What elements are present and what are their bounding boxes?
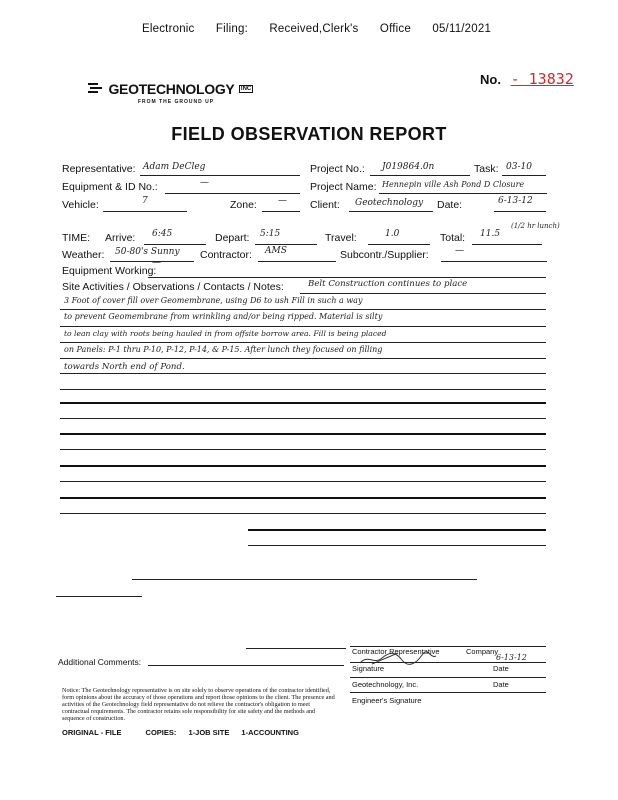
- signature-label: Signature: [352, 664, 385, 673]
- company-logo: [88, 80, 253, 105]
- date-label: Date:: [437, 199, 463, 211]
- report-number-label: No.: [480, 72, 501, 87]
- task-value: 03-10: [506, 162, 532, 172]
- arrive-label: Arrive:: [105, 232, 136, 244]
- notes-line-2: 3 Foot of cover fill over Geomembrane, using D6 to ush Fill in such a way: [64, 296, 363, 305]
- depart-label: Depart:: [215, 232, 250, 244]
- footer-original: ORIGINAL - FILE: [62, 728, 122, 737]
- geotech-label: Geotechnology, Inc.: [352, 680, 419, 689]
- date-value: 6-13-12: [498, 196, 533, 206]
- total-label: Total:: [440, 232, 466, 244]
- company-suffix: INC: [240, 85, 252, 92]
- additional-comments-label: Additional Comments:: [58, 657, 142, 667]
- geotech-date-label: Date: [493, 680, 509, 689]
- equipment-label: Equipment & ID No.:: [62, 181, 158, 193]
- arrive-value: 6:45: [152, 229, 173, 239]
- notes-line-5: on Panels: P-1 thru P-10, P-12, P-14, & P-15. After lunch they focused on filling: [64, 345, 383, 354]
- stamp-date: 05/11/2021: [432, 23, 492, 35]
- project-name-label: Project Name:: [310, 181, 377, 193]
- notice-text: Notice: The Geotechnology representative is on site solely to observe operations of the contractor identified, form opinions about the accuracy of those operations and report those opinions to the client. The presence and activities of the Geotechnology field representative do not relieve the contractor's obligation to meet contractual requirements. The contractor retains sole responsibility for site safety and the methods and sequence of construction.: [62, 687, 335, 722]
- subcontr-value: —: [455, 246, 464, 256]
- logo-mark-icon: [88, 82, 104, 96]
- task-label: Task:: [474, 163, 499, 175]
- company-label: Company: [466, 647, 499, 656]
- contractor-value: AMS: [265, 246, 287, 256]
- vehicle-value: 7: [142, 196, 148, 206]
- signature-date-value: 6-13-12: [496, 653, 527, 662]
- stamp-received: Received,Clerk's: [269, 23, 359, 35]
- zone-label: Zone:: [230, 199, 257, 211]
- footer-copies-label: COPIES:: [145, 728, 177, 737]
- representative-value: Adam DeCleg: [143, 162, 206, 172]
- client-value: Geotechnology: [355, 198, 424, 208]
- stamp-electronic: Electronic: [142, 23, 195, 35]
- notes-line-6: towards North end of Pond.: [64, 362, 185, 372]
- project-no-label: Project No.:: [310, 163, 365, 175]
- subcontr-label: Subcontr./Supplier:: [340, 249, 429, 261]
- report-number-value: - 13832: [510, 70, 574, 88]
- notes-label: Site Activities / Observations / Contacts / Notes:: [62, 281, 284, 293]
- zone-value: —: [278, 196, 287, 206]
- project-name-value: Hennepin ville Ash Pond D Closure: [382, 180, 525, 189]
- stamp-office: Office: [379, 23, 411, 35]
- report-number: [480, 70, 574, 88]
- weather-value: 50-80's Sunny: [115, 247, 180, 257]
- stamp-filing: Filing:: [215, 23, 248, 35]
- time-label: TIME:: [62, 232, 90, 244]
- footer-copies: [62, 728, 321, 737]
- filing-stamp: [142, 23, 509, 35]
- contractor-label: Contractor:: [200, 249, 252, 261]
- footer-job-site: 1-JOB SITE: [188, 728, 230, 737]
- notes-line-3: to prevent Geomembrane from wrinkling and/or being ripped. Material is silty: [64, 312, 383, 321]
- footer-accounting: 1-ACCOUNTING: [241, 728, 299, 737]
- equipment-working-value: —: [152, 258, 161, 268]
- representative-label: Representative:: [62, 163, 136, 175]
- company-tagline: FROM THE GROUND UP: [138, 99, 215, 105]
- total-note: (1/2 hr lunch): [511, 222, 560, 230]
- company-name: GEOTECHNOLOGY: [108, 80, 235, 97]
- weather-label: Weather:: [62, 249, 105, 261]
- client-label: Client:: [310, 199, 340, 211]
- equipment-working-label: Equipment Working:: [62, 265, 157, 277]
- vehicle-label: Vehicle:: [62, 199, 99, 211]
- depart-value: 5:15: [260, 229, 281, 239]
- page-title: FIELD OBSERVATION REPORT: [171, 124, 447, 144]
- signature-date-label: Date: [493, 664, 509, 673]
- contractor-rep-label: Contractor Representative: [352, 647, 440, 656]
- travel-label: Travel:: [325, 232, 357, 244]
- equipment-value: —: [200, 178, 209, 188]
- engineer-signature-label: Engineer's Signature: [352, 696, 422, 705]
- total-value: 11.5: [480, 229, 501, 239]
- notes-line-1: Belt Construction continues to place: [308, 279, 468, 289]
- project-no-value: J019864.0n: [382, 162, 435, 172]
- travel-value: 1.0: [385, 229, 400, 239]
- notes-line-4: to lean clay with roots being hauled in from offsite borrow area. Fill is being placed: [64, 329, 387, 338]
